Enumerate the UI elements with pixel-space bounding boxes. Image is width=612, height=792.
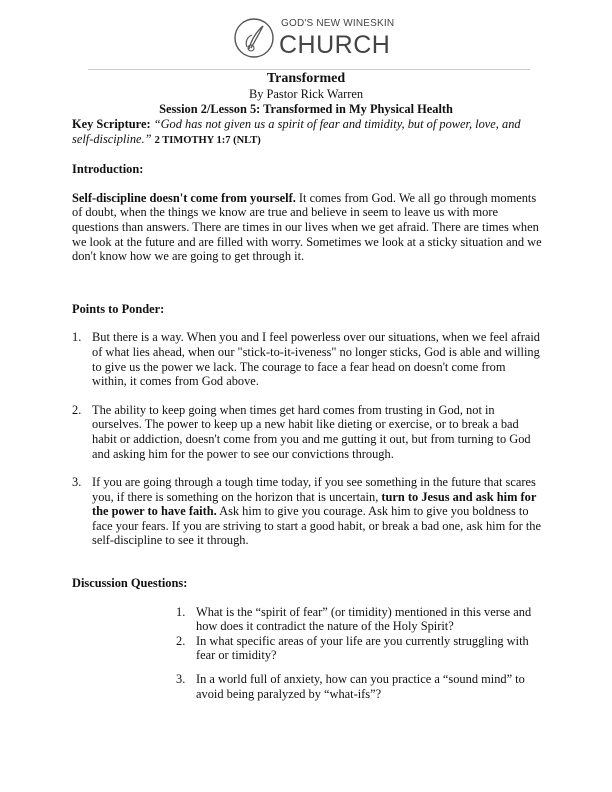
church-logo [233,14,403,62]
item-number: 2. [72,402,82,417]
introduction-paragraph [72,191,542,264]
question-item [176,605,536,634]
question-number: 1. [176,604,186,619]
item-bold: turn to Jesus and ask him for the power to have faith. [92,489,537,519]
discussion-heading: Discussion Questions: [72,576,188,591]
item-text-b: Ask him to give you courage. Ask him to give you boldness to face your fears. If you are striving to start a good habit, or break a bad one, ask him for the self-discipline to see it through. [92,504,542,548]
item-text: But there is a way. When you and I feel powerless over our situations, when we feel afraid of what lies ahead, when our "stick-to-it-iveness" no longer sticks, God is able and willing to give us the power we lack. The courage to face a fear head on doesn't come from within, it comes from God above. [92,330,540,389]
question-text: What is the “spirit of fear” (or timidity) mentioned in this verse and how does it contradict the nature of the Holy Spirit? [196,604,532,634]
key-scripture [72,117,542,148]
session-title: Session 2/Lesson 5: Transformed in My Physical Health [159,102,453,116]
scripture-quote: “God has not given us a spirit of fear and timidity, but of power, love, and self-discipline.” [72,117,521,146]
intro-text: It comes from God. We all go through moments of doubt, when the things we know are true and believe in seem to leave us with more questions than answers. There are times in our lives when we get afraid. There are times when we look at the future and are filled with worry. Sometimes we look at a sticky situation and we don't know how we are going to get through it. [72,190,542,264]
item-text-a: If you are going through a tough time today, if you see something in the future that scares you, if there is something on the horizon that is uncertain, [92,475,536,504]
list-item [72,475,542,548]
points-heading: Points to Ponder: [72,301,165,316]
key-scripture-label: Key Scripture: [72,117,151,131]
discussion-list [176,605,536,702]
item-number: 3. [72,475,82,490]
question-text: In what specific areas of your life are you currently struggling with fear or timidity? [196,633,529,663]
item-text [92,475,542,548]
points-list [72,330,542,548]
item-text: The ability to keep going when times get hard comes from trusting in God, not in ourselves. The power to keep up a new habit like dieting or exercise, or to break a bad habit or addiction, doesn't come from you and me gutting it out, but from turning to God and asking him for the power to see our convictions through. [92,402,531,461]
page-title: Transformed [266,71,346,86]
document-body [72,117,542,701]
intro-bold-lead: Self-discipline doesn't come from yourself. [72,190,296,205]
introduction-heading: Introduction: [72,162,144,177]
wheat-circle-icon [233,17,275,59]
divider [88,69,530,70]
question-number: 2. [176,633,186,648]
scripture-reference: 2 TIMOTHY 1:7 (NLT) [154,134,261,146]
question-number: 3. [176,672,186,687]
question-item [176,672,536,701]
question-item [176,634,536,663]
logo-line2: CHURCH [279,31,391,59]
item-number: 1. [72,330,82,345]
logo-line1: GOD'S NEW WINESKIN [281,18,395,29]
list-item [72,330,542,388]
list-item [72,403,542,461]
question-text: In a world full of anxiety, how can you practice a “sound mind” to avoid being paralyzed by “what-ifs”? [196,672,525,701]
author: By Pastor Rick Warren [248,87,364,101]
